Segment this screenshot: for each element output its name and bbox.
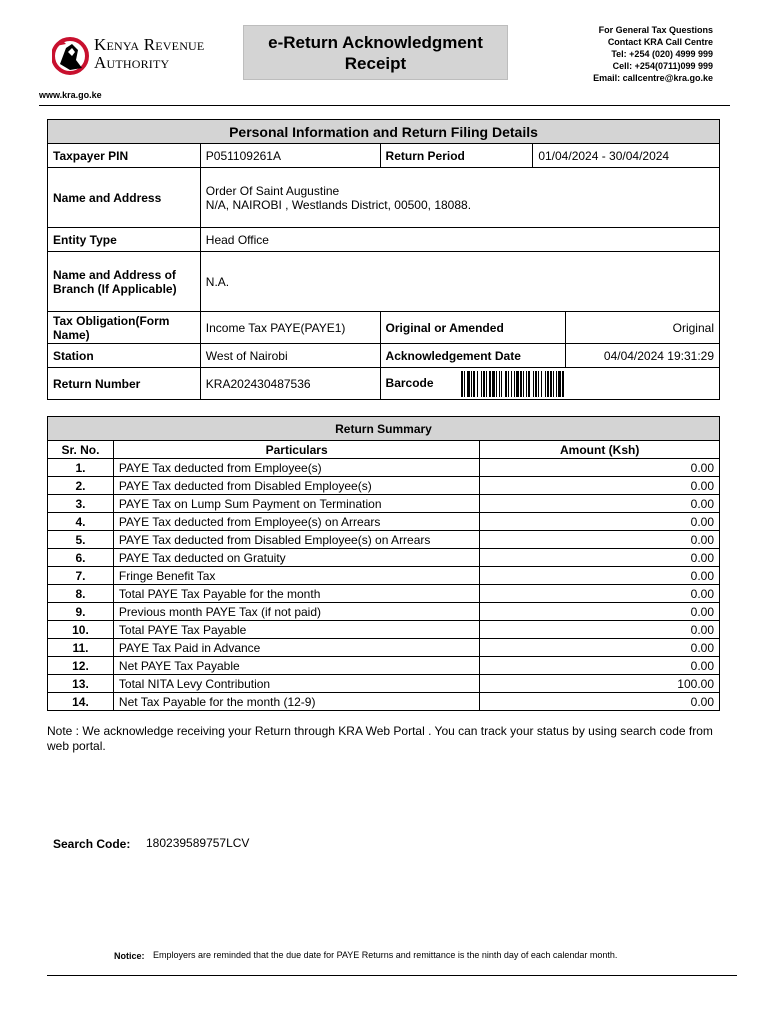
row-amount: 0.00 bbox=[480, 549, 720, 567]
branch-value: N.A. bbox=[200, 252, 719, 312]
summary-row bbox=[48, 495, 720, 513]
barcode-bar bbox=[492, 371, 495, 397]
personal-section-title: Personal Information and Return Filing Details bbox=[48, 120, 720, 144]
row-sr-no: 2. bbox=[48, 477, 114, 495]
row-amount: 0.00 bbox=[480, 585, 720, 603]
tax-obligation-label bbox=[48, 312, 201, 344]
barcode-bar bbox=[473, 371, 475, 397]
summary-row bbox=[48, 459, 720, 477]
contact-email: Email: callcentre@kra.go.ke bbox=[593, 73, 713, 83]
row-amount: 0.00 bbox=[480, 513, 720, 531]
summary-row bbox=[48, 513, 720, 531]
row-particular: Total PAYE Tax Payable bbox=[113, 621, 479, 639]
receipt-title bbox=[243, 25, 508, 80]
summary-row bbox=[48, 567, 720, 585]
barcode-bar bbox=[556, 371, 557, 397]
barcode-bar bbox=[541, 371, 542, 397]
name-address-label: Name and Address bbox=[48, 168, 201, 228]
name-address-value bbox=[200, 168, 719, 228]
summary-row bbox=[48, 531, 720, 549]
row-particular: Net PAYE Tax Payable bbox=[113, 657, 479, 675]
address-line: N/A, NAIROBI , Westlands District, 00500, 18088. bbox=[205, 197, 472, 212]
org-name bbox=[94, 36, 204, 72]
row-amount: 0.00 bbox=[480, 693, 720, 711]
barcode-cell bbox=[380, 368, 719, 400]
return-number-label: Return Number bbox=[48, 368, 201, 400]
contact-line2: Contact KRA Call Centre bbox=[607, 37, 713, 47]
row-particular: PAYE Tax on Lump Sum Payment on Termination bbox=[113, 495, 479, 513]
row-amount: 0.00 bbox=[480, 495, 720, 513]
row-particular: PAYE Tax deducted from Disabled Employee(s) bbox=[113, 477, 479, 495]
barcode-bar bbox=[526, 371, 527, 397]
row-particular: Fringe Benefit Tax bbox=[113, 567, 479, 585]
row-amount: 0.00 bbox=[480, 603, 720, 621]
tax-obligation-value: Income Tax PAYE(PAYE1) bbox=[200, 312, 380, 344]
branch-label-line1: Name and Address of bbox=[53, 267, 176, 282]
branch-label-line2: Branch (If Applicable) bbox=[53, 281, 177, 296]
footer-divider bbox=[47, 975, 737, 976]
barcode-bar bbox=[461, 371, 463, 397]
contact-tel: Tel: +254 (020) 4999 999 bbox=[611, 49, 713, 59]
row-amount: 0.00 bbox=[480, 657, 720, 675]
taxpayer-pin-value: P051109261A bbox=[200, 144, 380, 168]
barcode-bar bbox=[467, 371, 470, 397]
barcode-bar bbox=[550, 371, 552, 397]
kra-logo bbox=[52, 34, 242, 78]
row-sr-no: 4. bbox=[48, 513, 114, 531]
row-sr-no: 11. bbox=[48, 639, 114, 657]
row-sr-no: 3. bbox=[48, 495, 114, 513]
barcode-bar bbox=[520, 371, 522, 397]
col-sr-header: Sr. No. bbox=[48, 441, 114, 459]
row-particular: PAYE Tax deducted from Disabled Employee(s) on Arrears bbox=[113, 531, 479, 549]
header-divider bbox=[39, 105, 730, 106]
barcode-bar bbox=[499, 371, 500, 397]
summary-row bbox=[48, 639, 720, 657]
personal-info-table bbox=[47, 119, 720, 400]
notice-label: Notice: bbox=[114, 951, 145, 961]
row-particular: Net Tax Payable for the month (12-9) bbox=[113, 693, 479, 711]
col-particulars-header: Particulars bbox=[113, 441, 479, 459]
barcode-bar bbox=[516, 371, 519, 397]
summary-rows bbox=[48, 459, 720, 711]
entity-type-label: Entity Type bbox=[48, 228, 201, 252]
summary-section-title: Return Summary bbox=[48, 417, 720, 441]
summary-row bbox=[48, 549, 720, 567]
lion-icon bbox=[52, 34, 92, 78]
branch-label bbox=[48, 252, 201, 312]
row-particular: Total PAYE Tax Payable for the month bbox=[113, 585, 479, 603]
name-line: Order Of Saint Augustine bbox=[205, 183, 340, 198]
barcode-bar bbox=[481, 371, 482, 397]
tax-obligation-label-line2: Name) bbox=[53, 327, 90, 342]
row-amount: 0.00 bbox=[480, 639, 720, 657]
contact-info bbox=[593, 24, 713, 84]
row-particular: Previous month PAYE Tax (if not paid) bbox=[113, 603, 479, 621]
row-amount: 0.00 bbox=[480, 567, 720, 585]
row-sr-no: 10. bbox=[48, 621, 114, 639]
ack-date-label: Acknowledgement Date bbox=[380, 344, 566, 368]
barcode-bar bbox=[486, 371, 487, 397]
barcode-bar bbox=[553, 371, 554, 397]
summary-row bbox=[48, 657, 720, 675]
row-sr-no: 1. bbox=[48, 459, 114, 477]
original-amended-value: Original bbox=[566, 312, 720, 344]
row-sr-no: 8. bbox=[48, 585, 114, 603]
barcode-bar bbox=[477, 371, 478, 397]
org-name-line2: Authority bbox=[94, 53, 170, 72]
row-amount: 0.00 bbox=[480, 531, 720, 549]
barcode-bar bbox=[471, 371, 472, 397]
barcode-bar bbox=[489, 371, 491, 397]
barcode-bar bbox=[464, 371, 465, 397]
ack-date-value: 04/04/2024 19:31:29 bbox=[566, 344, 720, 368]
row-amount: 100.00 bbox=[480, 675, 720, 693]
entity-type-value: Head Office bbox=[200, 228, 719, 252]
search-code-label: Search Code: bbox=[53, 837, 131, 851]
row-sr-no: 6. bbox=[48, 549, 114, 567]
barcode-bar bbox=[535, 371, 537, 397]
barcode-bar bbox=[533, 371, 534, 397]
summary-row bbox=[48, 603, 720, 621]
barcode-bar bbox=[558, 371, 561, 397]
row-amount: 0.00 bbox=[480, 459, 720, 477]
return-summary-table bbox=[47, 416, 720, 711]
search-code-value: 180239589757LCV bbox=[146, 836, 250, 850]
return-number-value: KRA202430487536 bbox=[200, 368, 380, 400]
barcode-bar bbox=[505, 371, 507, 397]
barcode-bar bbox=[562, 371, 564, 397]
barcode-bar bbox=[511, 371, 512, 397]
barcode-bar bbox=[538, 371, 539, 397]
row-particular: PAYE Tax Paid in Advance bbox=[113, 639, 479, 657]
title-line2: Receipt bbox=[344, 53, 407, 73]
barcode-bar bbox=[523, 371, 524, 397]
row-sr-no: 13. bbox=[48, 675, 114, 693]
barcode-image bbox=[461, 371, 651, 397]
summary-row bbox=[48, 621, 720, 639]
original-amended-label: Original or Amended bbox=[380, 312, 566, 344]
summary-row bbox=[48, 675, 720, 693]
org-name-line1: Kenya Revenue bbox=[94, 35, 205, 54]
title-line1: e-Return Acknowledgment bbox=[268, 32, 483, 52]
col-amount-header: Amount (Ksh) bbox=[480, 441, 720, 459]
contact-cell: Cell: +254(0711)099 999 bbox=[612, 61, 713, 71]
barcode-bar bbox=[547, 371, 549, 397]
website-url: www.kra.go.ke bbox=[39, 90, 102, 100]
row-particular: PAYE Tax deducted from Employee(s) bbox=[113, 459, 479, 477]
row-amount: 0.00 bbox=[480, 621, 720, 639]
row-particular: PAYE Tax deducted on Gratuity bbox=[113, 549, 479, 567]
acknowledgement-note: Note : We acknowledge receiving your Return through KRA Web Portal . You can track your status by using search code from web portal. bbox=[47, 724, 713, 753]
row-particular: PAYE Tax deducted from Employee(s) on Arrears bbox=[113, 513, 479, 531]
summary-row bbox=[48, 585, 720, 603]
summary-row bbox=[48, 693, 720, 711]
row-amount: 0.00 bbox=[480, 477, 720, 495]
barcode-bar bbox=[514, 371, 515, 397]
taxpayer-pin-label: Taxpayer PIN bbox=[48, 144, 201, 168]
row-sr-no: 5. bbox=[48, 531, 114, 549]
tax-obligation-label-line1: Tax Obligation(Form bbox=[53, 313, 170, 328]
barcode-bar bbox=[528, 371, 530, 397]
row-sr-no: 9. bbox=[48, 603, 114, 621]
row-sr-no: 7. bbox=[48, 567, 114, 585]
contact-line1: For General Tax Questions bbox=[598, 25, 713, 35]
station-label: Station bbox=[48, 344, 201, 368]
return-period-value: 01/04/2024 - 30/04/2024 bbox=[533, 144, 720, 168]
barcode-bar bbox=[496, 371, 497, 397]
barcode-bar bbox=[545, 371, 546, 397]
barcode-bar bbox=[501, 371, 502, 397]
row-sr-no: 12. bbox=[48, 657, 114, 675]
summary-row bbox=[48, 477, 720, 495]
barcode-bar bbox=[483, 371, 485, 397]
row-particular: Total NITA Levy Contribution bbox=[113, 675, 479, 693]
row-sr-no: 14. bbox=[48, 693, 114, 711]
notice-text: Employers are reminded that the due date for PAYE Returns and remittance is the ninth day of each calendar month. bbox=[153, 950, 618, 960]
return-period-label: Return Period bbox=[380, 144, 533, 168]
station-value: West of Nairobi bbox=[200, 344, 380, 368]
barcode-bar bbox=[508, 371, 509, 397]
barcode-label: Barcode bbox=[385, 375, 434, 390]
